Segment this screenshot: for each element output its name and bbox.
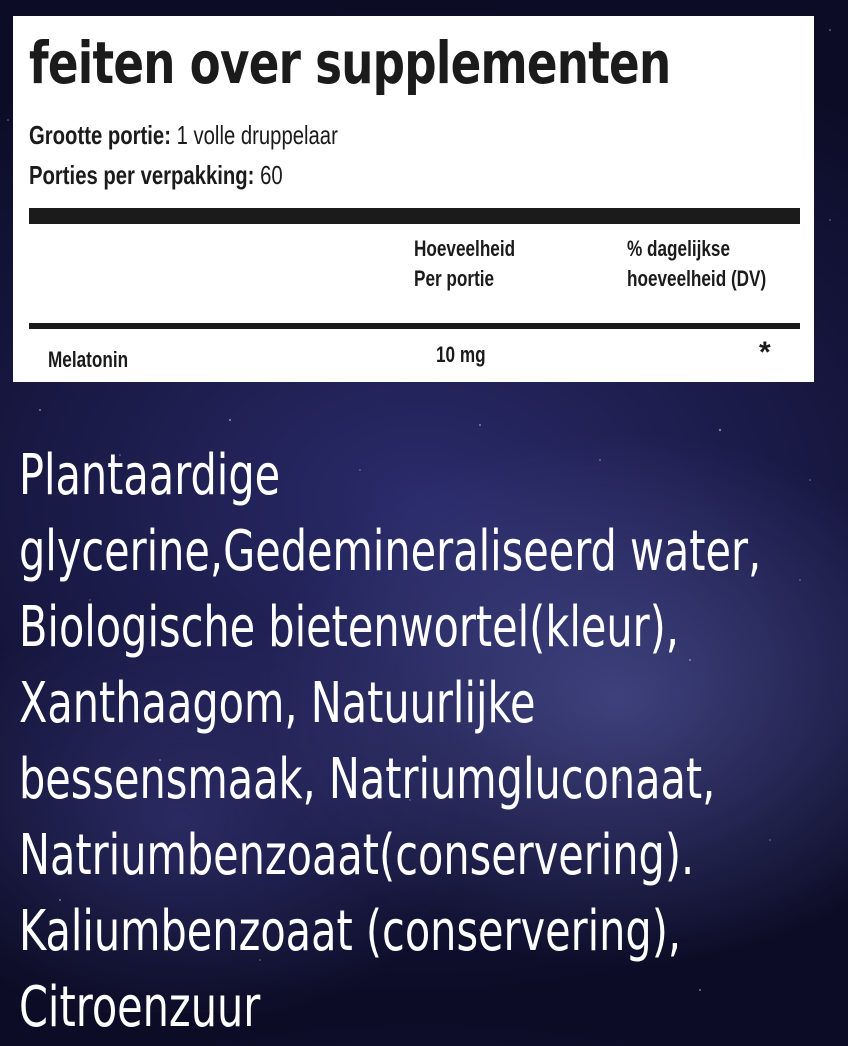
ingredients-line: Kaliumbenzoaat (conservering), (19, 899, 682, 964)
ingredients-line: bessensmaak, Natriumgluconaat, (19, 747, 716, 812)
servings-per-container-line (29, 161, 283, 190)
ingredients-line: Citroenzuur (19, 975, 261, 1040)
ingredients-line: Biologische bietenwortel(kleur), (19, 595, 679, 660)
nutrient-name: Melatonin (48, 347, 129, 372)
dv-header-line2: hoeveelheid (DV) (627, 265, 767, 291)
nutrient-amount: 10 mg (436, 342, 486, 367)
serving-size-value: 1 volle druppelaar (176, 120, 338, 150)
panel-title: feiten over supplementen (29, 29, 671, 97)
amount-per-serving-header (414, 234, 515, 293)
thick-divider (29, 208, 800, 224)
supplement-facts-panel (13, 16, 814, 382)
ingredients-line: Xanthaagom, Natuurlijke (19, 671, 536, 736)
daily-value-header (627, 234, 766, 293)
serving-size-label: Grootte portie: (29, 120, 171, 150)
ingredients-line: Natriumbenzoaat(conservering). (19, 823, 695, 888)
amount-header-line1: Hoeveelheid (414, 236, 516, 261)
amount-header-line2: Per portie (414, 265, 495, 291)
servings-label: Porties per verpakking: (29, 160, 255, 190)
ingredients-line: glycerine,Gedemineraliseerd water, (19, 519, 762, 584)
dv-header-line1: % dagelijkse (627, 236, 731, 261)
ingredients-line: Plantaardige (19, 443, 281, 508)
medium-divider (29, 323, 800, 329)
serving-size-line (29, 121, 338, 150)
nutrient-daily-value: * (759, 336, 771, 369)
ingredients-list (19, 438, 762, 1046)
servings-value: 60 (260, 160, 283, 190)
